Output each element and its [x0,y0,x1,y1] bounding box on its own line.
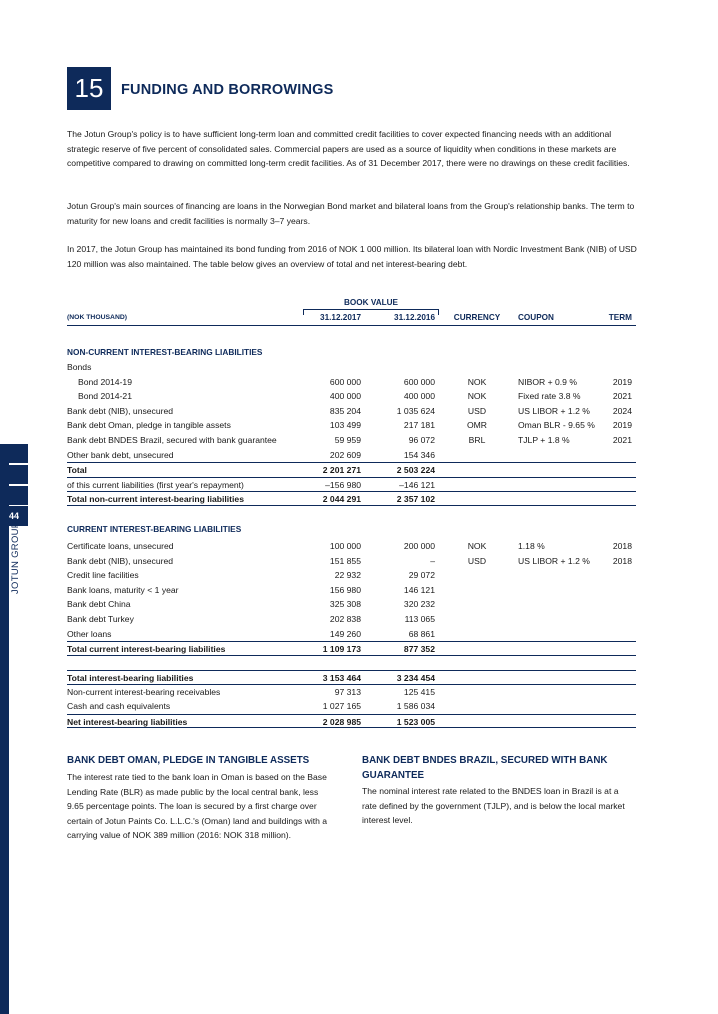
value-2016: 2 357 102 [396,494,435,505]
value-2017: 835 204 [329,405,361,416]
table-row [67,714,636,729]
term-cell: 2019 [612,376,632,387]
term-cell: 2018 [612,541,632,551]
row-label: Bank debt Oman, pledge in tangible assets [67,420,231,431]
currency-cell: USD [467,405,487,416]
table-row [67,612,636,627]
table-row [67,641,636,656]
value-2017: 202 838 [329,614,361,624]
value-2016: 877 352 [403,644,435,655]
table-row [67,539,636,554]
value-2016: 68 861 [408,628,435,639]
row-label: Total [67,465,87,476]
oman-note-title: BANK DEBT OMAN, PLEDGE IN TANGIBLE ASSETS [67,755,310,766]
row-label: Cash and cash equivalents [67,701,171,712]
coupon-cell: US LIBOR + 1.2 % [518,405,590,416]
row-label: Other loans [67,628,112,639]
row-label: Total interest-bearing liabilities [67,673,194,683]
value-2016: 400 000 [403,391,435,402]
value-2016: 3 234 454 [396,673,435,683]
table-row [67,389,636,404]
term-cell: 2021 [612,435,632,445]
table-row [67,418,636,433]
oman-note-text: The interest rate tied to the bank loan in Oman is based on the Base Lending Rate (BLR) as made public by the local central bank, less 9.65 percentage points. The loan is secured by a first charge over certain of Jotun Paints Co. L.L.C.'s (Oman) land and buildings with a carrying value of NOK 389 million (2016: NOK 318 million). [67,772,328,841]
table-row [67,404,636,419]
table-header-row [67,311,636,326]
page-number: 44 [0,506,28,526]
value-2016: 320 232 [403,599,435,610]
intro-paragraph-2: Jotun Group's main sources of financing are loans in the Norwegian Bond market and bilateral loans from the Group's relationship banks. The term to maturity for new loans and credit facilities is normally 3–7 years. [67,201,635,226]
table-row [67,568,636,583]
row-label: Bond 2014-21 [78,391,132,402]
value-2017: 100 000 [329,541,361,551]
value-2016: 96 072 [408,435,435,445]
row-label: Certificate loans, unsecured [67,541,174,551]
sidebar-block [0,465,28,484]
value-2016: 600 000 [403,376,435,387]
value-2016: 154 346 [403,449,435,460]
value-2017: –156 980 [325,479,361,490]
term-cell: 2019 [612,420,632,431]
intro-paragraph-3: In 2017, the Jotun Group has maintained its bond funding from 2016 of NOK 1 000 million. Its bilateral loan with Nordic Investment Bank (NIB) of USD 120 million was also maintained. The table below gives an overview of total and net interest-bearing debt. [67,244,637,269]
coupon-cell: NIBOR + 0.9 % [518,376,577,387]
row-label: Bank debt Turkey [67,614,134,624]
row-label: Credit line facilities [67,570,139,581]
table-row [67,554,636,569]
coupon-cell: US LIBOR + 1.2 % [518,555,590,566]
header-unit: (NOK THOUSAND) [67,314,128,321]
value-2016: 29 072 [408,570,435,581]
value-2016: 200 000 [403,541,435,551]
row-label: Bonds [67,362,92,372]
value-2017: 22 932 [334,570,361,581]
page-title: FUNDING AND BORROWINGS [121,82,334,98]
value-2017: 1 027 165 [322,701,361,712]
value-2016: 1 523 005 [396,716,435,727]
header-term: TERM [608,313,632,322]
value-2017: 202 609 [329,449,361,460]
table-row [67,670,636,685]
row-label: Other bank debt, unsecured [67,449,174,460]
value-2017: 1 109 173 [322,644,361,655]
value-2016: 125 415 [403,686,435,697]
value-2017: 156 980 [329,584,361,595]
borrowings-table [67,298,636,730]
coupon-cell: TJLP + 1.8 % [518,435,570,445]
row-label: Bank debt (NIB), unsecured [67,405,174,416]
currency-cell: NOK [467,391,487,402]
value-2017: 59 959 [334,435,361,445]
currency-cell: NOK [467,541,487,551]
coupon-cell: Fixed rate 3.8 % [518,391,581,402]
row-label: Bank debt (NIB), unsecured [67,555,174,566]
table-row [67,699,636,714]
value-2017: 3 153 464 [322,673,361,683]
row-label: Bank debt BNDES Brazil, secured with bank guarantee [67,435,277,445]
row-label: Net interest-bearing liabilities [67,716,188,727]
header-currency: CURRENCY [453,313,501,322]
value-2017: 600 000 [329,376,361,387]
header-2017: 31.12.2017 [320,313,361,322]
sidebar-block [0,444,28,463]
value-2017: 2 028 985 [322,716,361,727]
row-label: Bank debt China [67,599,131,610]
row-label: Total non-current interest-bearing liabilities [67,494,244,505]
value-2016: –146 121 [399,479,435,490]
currency-cell: USD [467,555,487,566]
value-2017: 2 044 291 [322,494,361,505]
value-2017: 149 260 [329,628,361,639]
currency-cell: OMR [466,420,488,431]
value-2017: 97 313 [334,686,361,697]
row-label: Bank loans, maturity < 1 year [67,584,179,595]
table-row [67,375,636,390]
table-row [67,627,636,642]
currency-cell: BRL [468,435,486,445]
value-2017: 103 499 [329,420,361,431]
table-row [67,360,636,375]
sidebar-block [0,486,28,505]
term-cell: 2018 [612,555,632,566]
value-2017: 151 855 [329,555,361,566]
section-number: 15 [67,67,111,110]
coupon-cell: Oman BLR - 9.65 % [518,420,595,431]
row-label: Non-current interest-bearing receivables [67,686,221,697]
value-2016: 113 065 [404,614,435,624]
intro-paragraph-1: The Jotun Group's policy is to have sufficient long-term loan and committed credit facilities to cover expected financing needs with an additional strategic reserve of five percent of consolidated sales. Commercial papers are used as a source of liquidity when conditions in these markets are competitive compared to drawing on committed long-term credit facilities. As of 31 December 2017, there were no drawings on these credit facilities. [67,129,630,169]
value-2017: 325 308 [329,599,361,610]
row-label: Bond 2014-19 [78,376,132,387]
brazil-note-text: The nominal interest rate related to the BNDES loan in Brazil is at a rate defined by the government (TJLP), and is below the local market interest level. [362,786,625,826]
currency-cell: NOK [467,376,487,387]
term-cell: 2021 [612,391,632,402]
value-2016: 146 121 [403,584,435,595]
header-coupon: COUPON [518,313,554,322]
value-2017: 2 201 271 [322,465,361,476]
table-row [67,477,636,492]
header-2016: 31.12.2016 [394,313,435,322]
value-2016: 1 035 624 [396,405,435,416]
brand-label: JOTUN GROUP [10,521,21,594]
value-2016: – [430,555,435,566]
value-2016: 1 586 034 [396,701,435,712]
current-section-title: CURRENT INTEREST-BEARING LIABILITIES [67,524,242,534]
sidebar-bar [0,444,9,1014]
table-row [67,583,636,598]
table-row [67,462,636,477]
term-cell: 2024 [612,405,632,416]
book-value-label: BOOK VALUE [344,298,398,307]
noncurrent-section-title: NON-CURRENT INTEREST-BEARING LIABILITIES [67,347,263,357]
table-row [67,491,636,506]
row-label: of this current liabilities (first year's repayment) [67,479,244,490]
table-row [67,685,636,700]
table-row [67,597,636,612]
value-2017: 400 000 [329,391,361,402]
table-row [67,448,636,463]
coupon-cell: 1.18 % [518,541,545,551]
table-row [67,433,636,448]
value-2016: 2 503 224 [396,465,435,476]
brazil-note-title: BANK DEBT BNDES BRAZIL, SECURED WITH BANK GUARANTEE [362,755,608,781]
value-2016: 217 181 [403,420,435,431]
row-label: Total current interest-bearing liabilities [67,644,226,655]
